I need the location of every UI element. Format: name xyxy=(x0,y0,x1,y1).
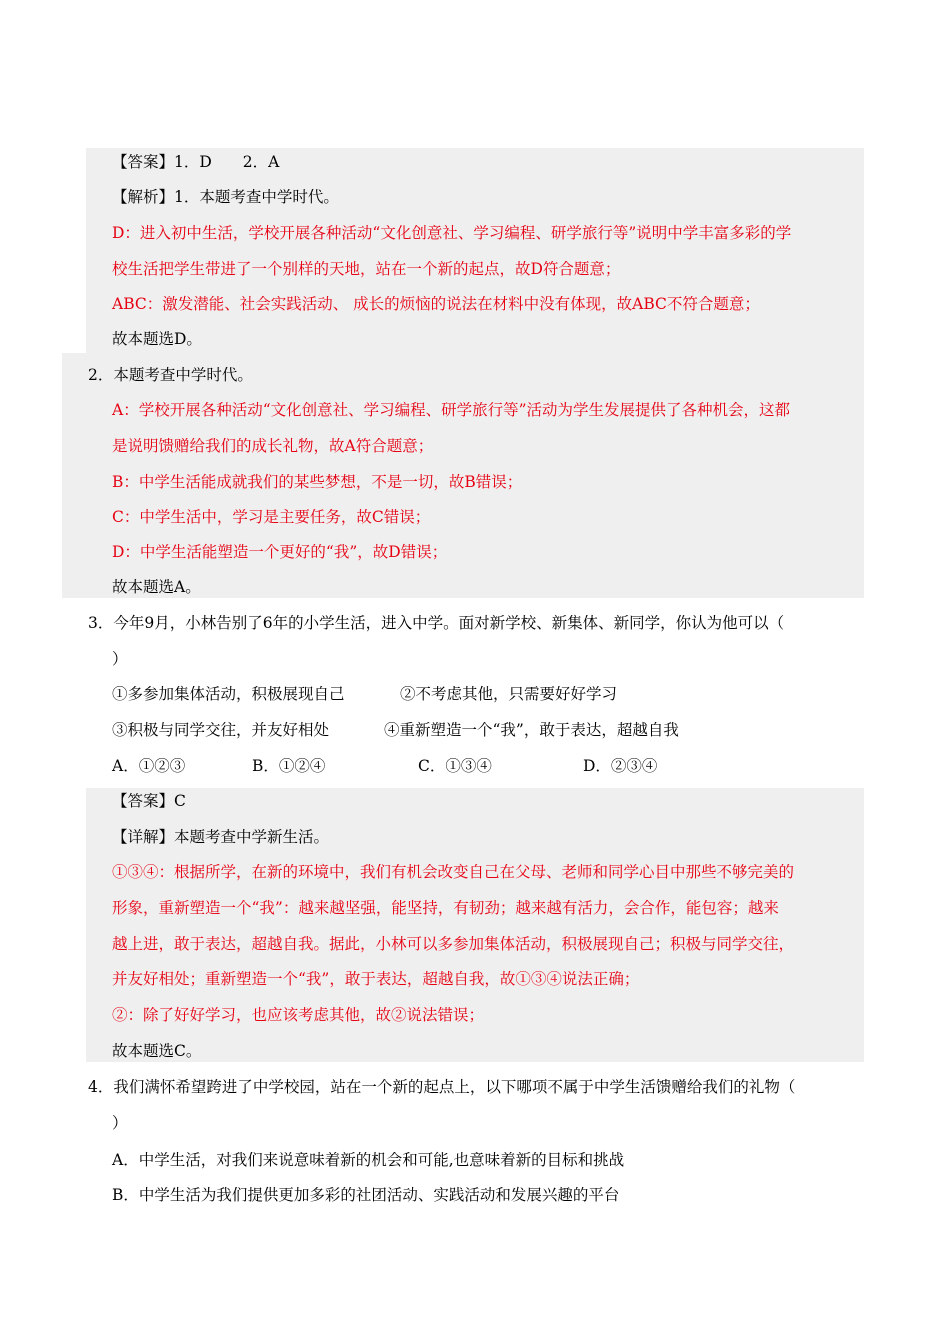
detail-line-6: 故本题选C。 xyxy=(112,1042,202,1060)
answer-label-2: 【答案】C xyxy=(112,792,186,810)
analysis-q1-line-2: 校生活把学生带进了一个别样的天地，站在一个新的起点，故D符合题意； xyxy=(112,260,621,278)
analysis-q2-head: 2．本题考查中学时代。 xyxy=(88,366,253,384)
analysis-q1-line-4: 故本题选D。 xyxy=(112,330,202,348)
detail-line-4: 并友好相处；重新塑造一个“我”，敢于表达，超越自我，故①③④说法正确； xyxy=(112,970,640,988)
question-3-stem-line-1: 3．今年9月，小林告别了6年的小学生活，进入中学。面对新学校、新集体、新同学，你认为他可以（ xyxy=(88,614,785,632)
answer-label-1: 【答案】1．D 2．A xyxy=(112,153,280,171)
detail-line-1: ①③④：根据所学，在新的环境中，我们有机会改变自己在父母、老师和同学心目中那些不够完美的 xyxy=(112,863,795,881)
analysis-q2-line-3: B：中学生活能成就我们的某些梦想，不是一切，故B错误； xyxy=(112,473,523,491)
question-4-option-a[interactable]: A．中学生活，对我们来说意味着新的机会和可能,也意味着新的目标和挑战 xyxy=(112,1151,625,1169)
question-3-statement-4: ④重新塑造一个“我”，敢于表达，超越自我 xyxy=(384,721,679,739)
question-4-option-b[interactable]: B．中学生活为我们提供更加多彩的社团活动、实践活动和发展兴趣的平台 xyxy=(112,1186,620,1204)
analysis-q2-line-6: 故本题选A。 xyxy=(112,578,201,596)
detail-line-5: ②：除了好好学习，也应该考虑其他，故②说法错误； xyxy=(112,1006,485,1024)
question-3-option-d[interactable]: D．②③④ xyxy=(583,757,658,775)
question-3-stem-line-2: ） xyxy=(112,650,128,668)
detail-line-3: 越上进，敢于表达，超越自我。据此，小林可以多参加集体活动，积极展现自己；积极与同学交往， xyxy=(112,935,795,953)
analysis-q2-line-5: D：中学生活能塑造一个更好的“我”，故D错误； xyxy=(112,543,448,561)
question-3-statement-3: ③积极与同学交往，并友好相处 xyxy=(112,721,330,739)
question-3-statement-1: ①多参加集体活动，积极展现自己 xyxy=(112,685,345,703)
detail-label-2: 【详解】本题考查中学新生活。 xyxy=(112,828,330,846)
detail-line-2: 形象，重新塑造一个“我”：越来越坚强，能坚持，有韧劲；越来越有活力，会合作，能包容；越来 xyxy=(112,899,779,917)
analysis-q2-line-1: A：学校开展各种活动“文化创意社、学习编程、研学旅行等”活动为学生发展提供了各种机会，这都 xyxy=(112,401,791,419)
question-3-option-a[interactable]: A．①②③ xyxy=(112,757,186,775)
analysis-q1-line-3: ABC：激发潜能、社会实践活动、 成长的烦恼的说法在材料中没有体现，故ABC不符合题意； xyxy=(112,295,760,313)
question-4-stem-line-1: 4．我们满怀希望跨进了中学校园，站在一个新的起点上，以下哪项不属于中学生活馈赠给我们的礼物（ xyxy=(88,1078,796,1096)
analysis-q2-line-4: C：中学生活中，学习是主要任务，故C错误； xyxy=(112,508,431,526)
analysis-label-1: 【解析】1．本题考查中学时代。 xyxy=(112,188,339,206)
question-3-statement-2: ②不考虑其他，只需要好好学习 xyxy=(400,685,618,703)
analysis-q1-line-1: D：进入初中生活，学校开展各种活动“文化创意社、学习编程、研学旅行等”说明中学丰富多彩的学 xyxy=(112,224,792,242)
analysis-q2-line-2: 是说明馈赠给我们的成长礼物，故A符合题意； xyxy=(112,437,434,455)
question-4-stem-line-2: ） xyxy=(112,1114,128,1132)
answer-block-1-bg xyxy=(86,148,864,353)
question-3-option-b[interactable]: B．①②④ xyxy=(252,757,326,775)
question-3-option-c[interactable]: C．①③④ xyxy=(418,757,492,775)
